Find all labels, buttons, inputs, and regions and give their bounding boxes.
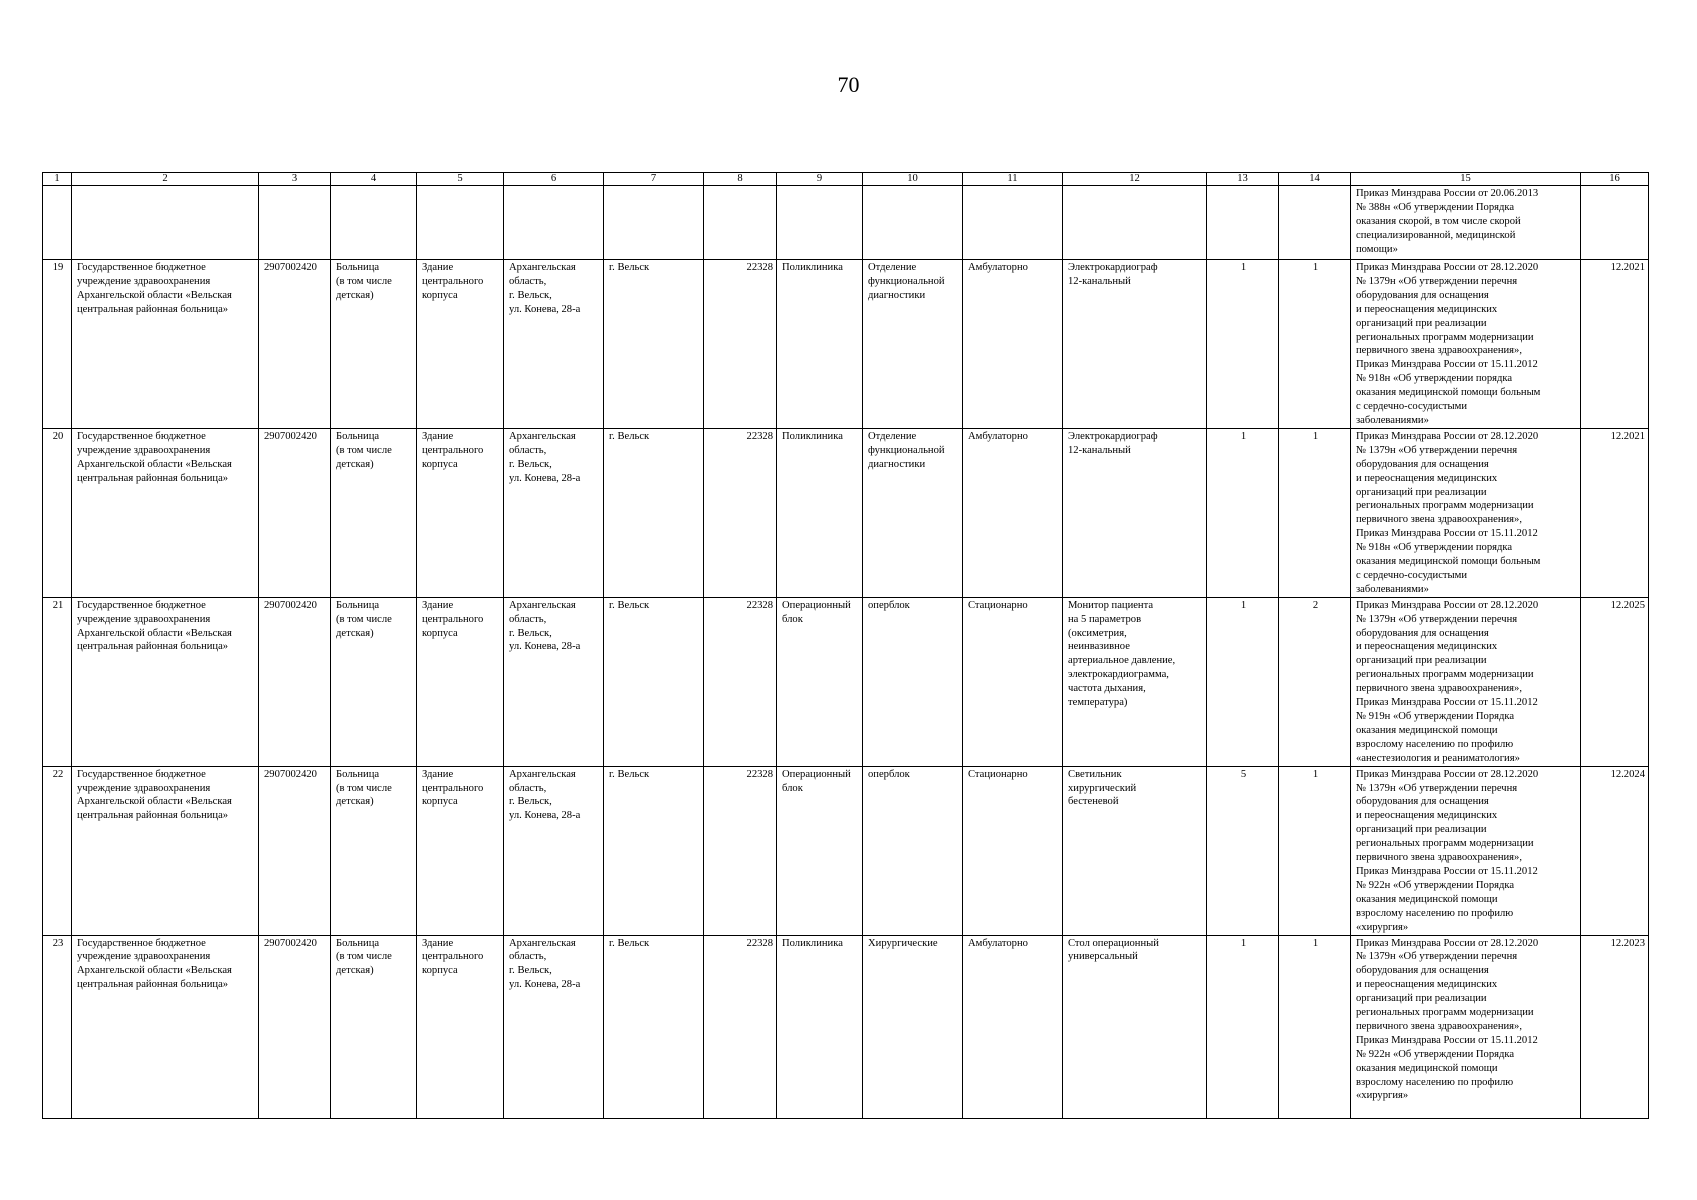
department-cell: Хирургические	[863, 935, 963, 1118]
empty-cell	[1207, 186, 1279, 260]
building-cell: Здание центрального корпуса	[417, 428, 504, 597]
table-row	[43, 260, 1649, 429]
page-number: 70	[837, 72, 860, 97]
care-mode-cell: Стационарно	[963, 766, 1063, 935]
quantity-cell: 1	[1207, 597, 1279, 766]
header-row	[43, 173, 1649, 186]
care-mode-cell: Амбулаторно	[963, 428, 1063, 597]
order-cell: Приказ Минздрава России от 20.06.2013 № 388н «Об утверждении Порядка оказания скорой, в том числе скорой специализированной, медицинской помощи»	[1351, 186, 1581, 260]
quantity-cell: 2	[1279, 597, 1351, 766]
unit-cell: Поликлиника	[777, 260, 863, 429]
organization-cell: Государственное бюджетное учреждение здравоохранения Архангельской области «Вельская центральная районная больница»	[72, 260, 259, 429]
empty-cell	[863, 186, 963, 260]
unit-cell: Поликлиника	[777, 935, 863, 1118]
empty-cell	[331, 186, 417, 260]
row-number-cell: 22	[43, 766, 72, 935]
code-cell: 22328	[704, 260, 777, 429]
city-cell: г. Вельск	[604, 766, 704, 935]
empty-cell	[604, 186, 704, 260]
address-cell: Архангельская область, г. Вельск, ул. Конева, 28-а	[504, 597, 604, 766]
equipment-cell: Электрокардиограф 12-канальный	[1063, 260, 1207, 429]
date-cell: 12.2021	[1581, 428, 1649, 597]
column-header: 4	[331, 173, 417, 186]
date-cell: 12.2024	[1581, 766, 1649, 935]
empty-cell	[43, 186, 72, 260]
order-cell: Приказ Минздрава России от 28.12.2020 № 1379н «Об утверждении перечня оборудования для оснащения и переоснащения медицинских организаций при реализации региональных программ модернизации первичного звена здравоохранения», Приказ Минздрава России от 15.11.2012 № 922н «Об утверждении Порядка оказания медицинской помощи взрослому населению по профилю «хирургия»	[1351, 935, 1581, 1118]
inn-cell: 2907002420	[259, 766, 331, 935]
quantity-cell: 1	[1207, 428, 1279, 597]
organization-cell: Государственное бюджетное учреждение здравоохранения Архангельской области «Вельская центральная районная больница»	[72, 428, 259, 597]
table-row	[43, 935, 1649, 1118]
column-header: 5	[417, 173, 504, 186]
inn-cell: 2907002420	[259, 260, 331, 429]
quantity-cell: 1	[1279, 428, 1351, 597]
column-header: 8	[704, 173, 777, 186]
empty-cell	[504, 186, 604, 260]
city-cell: г. Вельск	[604, 597, 704, 766]
quantity-cell: 1	[1207, 260, 1279, 429]
address-cell: Архангельская область, г. Вельск, ул. Конева, 28-а	[504, 428, 604, 597]
care-mode-cell: Стационарно	[963, 597, 1063, 766]
order-cell: Приказ Минздрава России от 28.12.2020 № 1379н «Об утверждении перечня оборудования для оснащения и переоснащения медицинских организаций при реализации региональных программ модернизации первичного звена здравоохранения», Приказ Минздрава России от 15.11.2012 № 922н «Об утверждении Порядка оказания медицинской помощи взрослому населению по профилю «хирургия»	[1351, 766, 1581, 935]
organization-cell: Государственное бюджетное учреждение здравоохранения Архангельской области «Вельская центральная районная больница»	[72, 935, 259, 1118]
column-header: 14	[1279, 173, 1351, 186]
city-cell: г. Вельск	[604, 260, 704, 429]
organization-cell: Государственное бюджетное учреждение здравоохранения Архангельской области «Вельская центральная районная больница»	[72, 766, 259, 935]
unit-cell: Операционный блок	[777, 766, 863, 935]
equipment-cell: Электрокардиограф 12-канальный	[1063, 428, 1207, 597]
column-header: 11	[963, 173, 1063, 186]
equipment-cell: Светильник хирургический бестеневой	[1063, 766, 1207, 935]
empty-cell	[704, 186, 777, 260]
order-cell: Приказ Минздрава России от 28.12.2020 № 1379н «Об утверждении перечня оборудования для оснащения и переоснащения медицинских организаций при реализации региональных программ модернизации первичного звена здравоохранения», Приказ Минздрава России от 15.11.2012 № 918н «Об утверждении порядка оказания медицинской помощи больным с сердечно-сосудистыми заболеваниями»	[1351, 260, 1581, 429]
column-header: 3	[259, 173, 331, 186]
facility-type-cell: Больница (в том числе детская)	[331, 260, 417, 429]
code-cell: 22328	[704, 428, 777, 597]
column-header: 2	[72, 173, 259, 186]
address-cell: Архангельская область, г. Вельск, ул. Конева, 28-а	[504, 935, 604, 1118]
unit-cell: Поликлиника	[777, 428, 863, 597]
table-row	[43, 428, 1649, 597]
empty-cell	[963, 186, 1063, 260]
date-cell: 12.2023	[1581, 935, 1649, 1118]
order-cell: Приказ Минздрава России от 28.12.2020 № 1379н «Об утверждении перечня оборудования для оснащения и переоснащения медицинских организаций при реализации региональных программ модернизации первичного звена здравоохранения», Приказ Минздрава России от 15.11.2012 № 918н «Об утверждении порядка оказания медицинской помощи больным с сердечно-сосудистыми заболеваниями»	[1351, 428, 1581, 597]
empty-cell	[1279, 186, 1351, 260]
empty-cell	[777, 186, 863, 260]
equipment-cell: Монитор пациента на 5 параметров (оксиметрия, неинвазивное артериальное давление, электрокардиограмма, частота дыхания, температура)	[1063, 597, 1207, 766]
column-header: 10	[863, 173, 963, 186]
city-cell: г. Вельск	[604, 428, 704, 597]
building-cell: Здание центрального корпуса	[417, 766, 504, 935]
column-header: 16	[1581, 173, 1649, 186]
quantity-cell: 1	[1279, 935, 1351, 1118]
organization-cell: Государственное бюджетное учреждение здравоохранения Архангельской области «Вельская центральная районная больница»	[72, 597, 259, 766]
quantity-cell: 1	[1279, 766, 1351, 935]
department-cell: оперблок	[863, 597, 963, 766]
inn-cell: 2907002420	[259, 597, 331, 766]
empty-cell	[1581, 186, 1649, 260]
row-number-cell: 23	[43, 935, 72, 1118]
empty-cell	[259, 186, 331, 260]
equipment-table	[42, 172, 1649, 1119]
department-cell: оперблок	[863, 766, 963, 935]
empty-cell	[72, 186, 259, 260]
building-cell: Здание центрального корпуса	[417, 260, 504, 429]
building-cell: Здание центрального корпуса	[417, 597, 504, 766]
building-cell: Здание центрального корпуса	[417, 935, 504, 1118]
date-cell: 12.2021	[1581, 260, 1649, 429]
care-mode-cell: Амбулаторно	[963, 935, 1063, 1118]
column-header: 13	[1207, 173, 1279, 186]
facility-type-cell: Больница (в том числе детская)	[331, 935, 417, 1118]
row-number-cell: 20	[43, 428, 72, 597]
table-row	[43, 766, 1649, 935]
date-cell: 12.2025	[1581, 597, 1649, 766]
quantity-cell: 1	[1207, 935, 1279, 1118]
care-mode-cell: Амбулаторно	[963, 260, 1063, 429]
code-cell: 22328	[704, 935, 777, 1118]
code-cell: 22328	[704, 597, 777, 766]
column-header: 15	[1351, 173, 1581, 186]
empty-cell	[1063, 186, 1207, 260]
order-cell: Приказ Минздрава России от 28.12.2020 № 1379н «Об утверждении перечня оборудования для оснащения и переоснащения медицинских организаций при реализации региональных программ модернизации первичного звена здравоохранения», Приказ Минздрава России от 15.11.2012 № 919н «Об утверждении Порядка оказания медицинской помощи взрослому населению по профилю «анестезиология и реаниматология»	[1351, 597, 1581, 766]
column-header: 9	[777, 173, 863, 186]
continuation-row	[43, 186, 1649, 260]
row-number-cell: 21	[43, 597, 72, 766]
department-cell: Отделение функциональной диагностики	[863, 428, 963, 597]
inn-cell: 2907002420	[259, 428, 331, 597]
quantity-cell: 1	[1279, 260, 1351, 429]
facility-type-cell: Больница (в том числе детская)	[331, 597, 417, 766]
inn-cell: 2907002420	[259, 935, 331, 1118]
column-header: 7	[604, 173, 704, 186]
column-header: 12	[1063, 173, 1207, 186]
unit-cell: Операционный блок	[777, 597, 863, 766]
column-header: 1	[43, 173, 72, 186]
department-cell: Отделение функциональной диагностики	[863, 260, 963, 429]
facility-type-cell: Больница (в том числе детская)	[331, 766, 417, 935]
code-cell: 22328	[704, 766, 777, 935]
column-header: 6	[504, 173, 604, 186]
facility-type-cell: Больница (в том числе детская)	[331, 428, 417, 597]
row-number-cell: 19	[43, 260, 72, 429]
equipment-cell: Стол операционный универсальный	[1063, 935, 1207, 1118]
quantity-cell: 5	[1207, 766, 1279, 935]
empty-cell	[417, 186, 504, 260]
table-row	[43, 597, 1649, 766]
address-cell: Архангельская область, г. Вельск, ул. Конева, 28-а	[504, 260, 604, 429]
address-cell: Архангельская область, г. Вельск, ул. Конева, 28-а	[504, 766, 604, 935]
city-cell: г. Вельск	[604, 935, 704, 1118]
